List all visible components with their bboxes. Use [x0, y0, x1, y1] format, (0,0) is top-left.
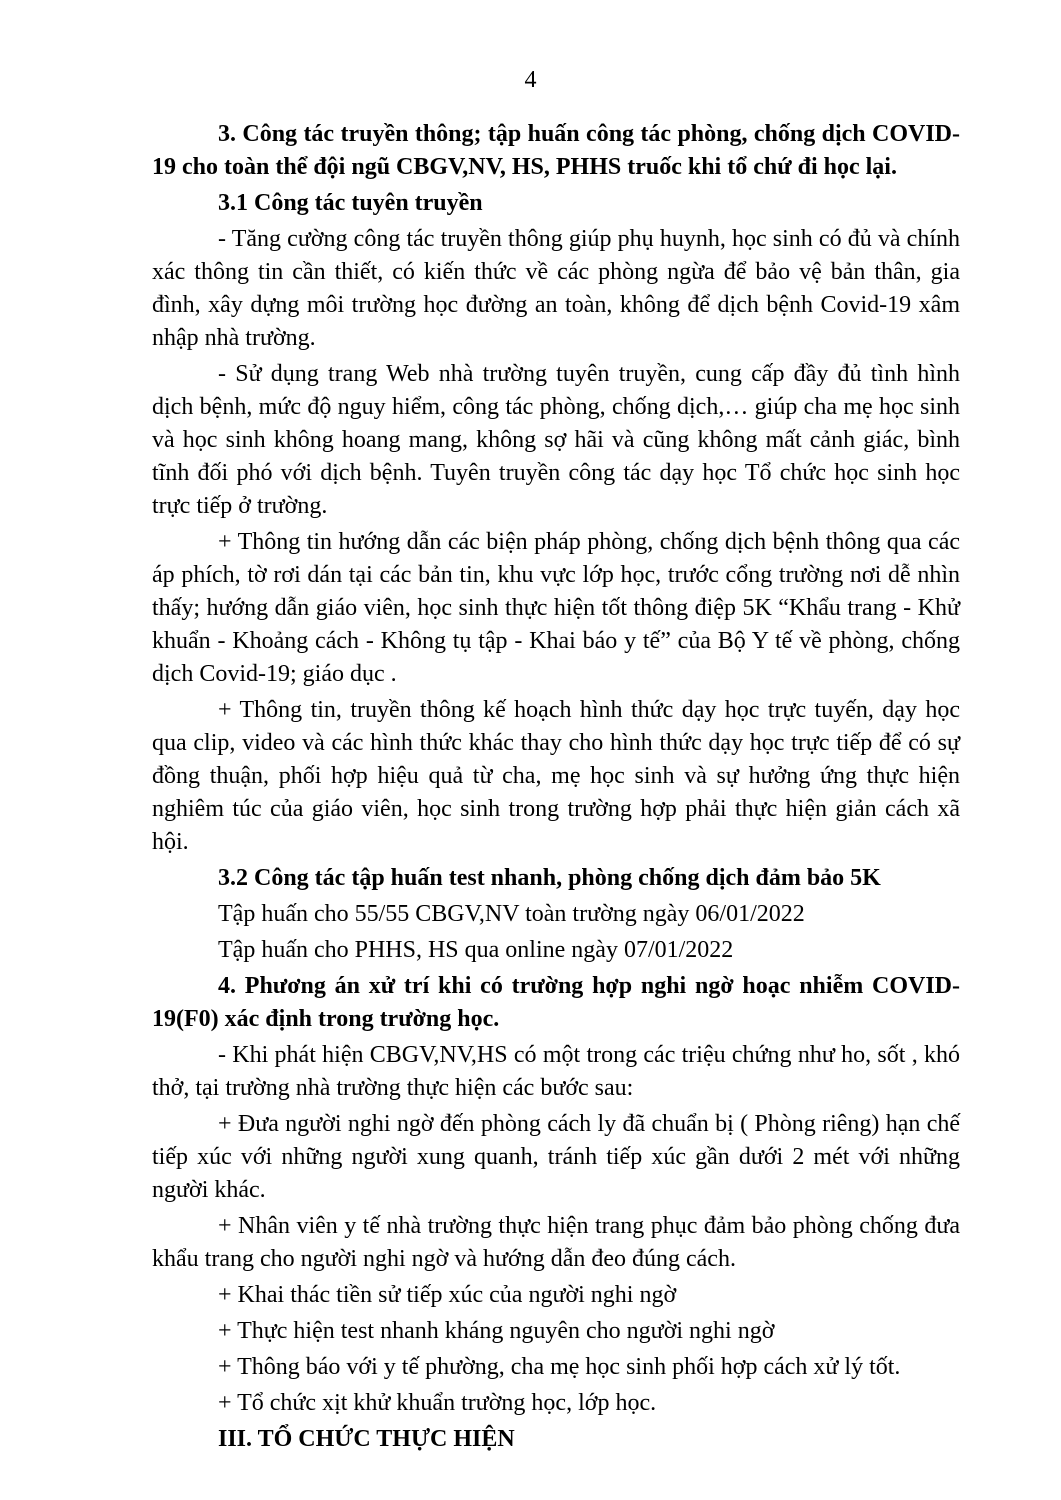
paragraph: + Tổ chức xịt khử khuẩn trường học, lớp học.: [218, 1390, 657, 1416]
paragraph: + Thực hiện test nhanh kháng nguyên cho người nghi ngờ: [218, 1318, 775, 1344]
paragraph: + Đưa người nghi ngờ đến phòng cách ly đã chuẩn bị ( Phòng riêng) hạn chế tiếp xúc với những người xung quanh, tránh tiếp xúc gần dưới 2 mét với những người khác.: [152, 1111, 960, 1203]
document-body: [152, 118, 960, 1456]
paragraph: + Thông báo với y tế phường, cha mẹ học sinh phối hợp cách xử lý tốt.: [218, 1354, 901, 1380]
paragraph: + Khai thác tiền sử tiếp xúc của người nghi ngờ: [218, 1282, 677, 1308]
section-4-heading: 4. Phương án xử trí khi có trường hợp nghi ngờ hoạc nhiễm COVID-19(F0) xác định trong trường học.: [152, 973, 960, 1032]
section-iii-heading: III. TỔ CHỨC THỰC HIỆN: [218, 1426, 515, 1452]
section-3-1-heading: 3.1 Công tác tuyên truyền: [218, 190, 483, 216]
paragraph: Tập huấn cho 55/55 CBGV,NV toàn trường ngày 06/01/2022: [218, 901, 805, 927]
paragraph: - Khi phát hiện CBGV,NV,HS có một trong các triệu chứng như ho, sốt , khó thở, tại trường nhà trường thực hiện các bước sau:: [152, 1042, 960, 1101]
section-3-2-heading: 3.2 Công tác tập huấn test nhanh, phòng chống dịch đảm bảo 5K: [218, 865, 881, 891]
paragraph: + Thông tin hướng dẫn các biện pháp phòng, chống dịch bệnh thông qua các áp phích, tờ rơi dán tại các bản tin, khu vực lớp học, trước cổng trường nơi dễ nhìn thấy; hướng dẫn giáo viên, học sinh thực hiện tốt thông điệp 5K “Khẩu trang - Khử khuẩn - Khoảng cách - Không tụ tập - Khai báo y tế” của Bộ Y tế về phòng, chống dịch Covid-19; giáo dục .: [152, 529, 960, 687]
paragraph: Tập huấn cho PHHS, HS qua online ngày 07/01/2022: [218, 937, 734, 963]
paragraph: + Nhân viên y tế nhà trường thực hiện trang phục đảm bảo phòng chống đưa khẩu trang cho người nghi ngờ và hướng dẫn đeo đúng cách.: [152, 1213, 960, 1272]
paragraph: - Sử dụng trang Web nhà trường tuyên truyền, cung cấp đầy đủ tình hình dịch bệnh, mức độ nguy hiểm, công tác phòng, chống dịch,… giúp cha mẹ học sinh và học sinh không hoang mang, không sợ hãi và cũng không mất cảnh giác, bình tĩnh đối phó với dịch bệnh. Tuyên truyền công tác dạy học Tổ chức học sinh học trực tiếp ở trường.: [152, 361, 960, 519]
page-number: 4: [524, 67, 537, 93]
paragraph: - Tăng cường công tác truyền thông giúp phụ huynh, học sinh có đủ và chính xác thông tin cần thiết, có kiến thức về các phòng ngừa để bảo vệ bản thân, gia đình, xây dựng môi trường học đường an toàn, không để dịch bệnh Covid-19 xâm nhập nhà trường.: [152, 226, 960, 351]
paragraph: + Thông tin, truyền thông kế hoạch hình thức dạy học trực tuyến, dạy học qua clip, video và các hình thức khác thay cho hình thức dạy học trực tiếp để có sự đồng thuận, phối hợp hiệu quả từ cha, mẹ học sinh và sự hưởng ứng thực hiện nghiêm túc của giáo viên, học sinh trong trường hợp phải thực hiện giản cách xã hội.: [152, 697, 960, 855]
section-3-heading: 3. Công tác truyền thông; tập huấn công tác phòng, chống dịch COVID-19 cho toàn thể đội ngũ CBGV,NV, HS, PHHS truốc khi tổ chứ đi học lại.: [152, 121, 960, 180]
